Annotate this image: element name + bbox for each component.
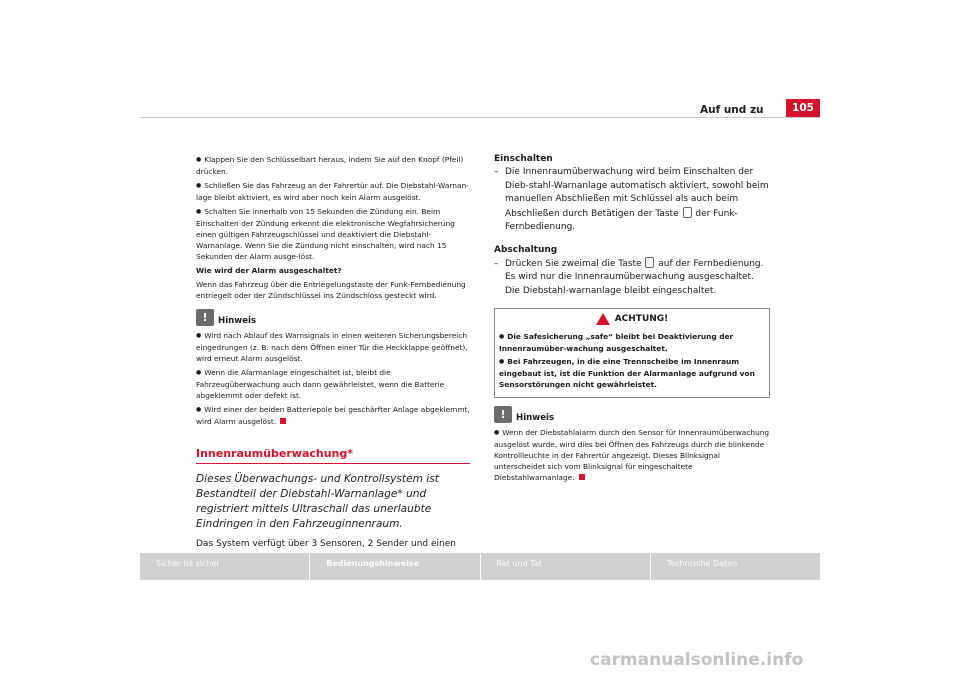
instruction-text: auf der Fernbedienung. Es wird nur die Innenraumüberwachung ausgeschaltet. Die Diebstahl-warnanlage bleibt eingeschaltet.	[505, 258, 764, 296]
end-marker-icon	[280, 418, 286, 424]
watermark: carmanualsonline.info	[590, 650, 804, 670]
instruction-text: der Funk-Fernbedienung.	[505, 208, 738, 232]
warning-box	[494, 308, 770, 398]
footer-tab-safety[interactable]: Sicher ist sicher	[156, 559, 220, 568]
page-number-badge: 105	[786, 99, 820, 117]
answer-text: Wenn das Fahrzeug über die Entriegelungstaste der Funk-Fernbedienung entriegelt oder der Zündschlüssel ins Zündschloss gesteckt wird.	[196, 280, 466, 300]
question-heading: Wie wird der Alarm ausgeschaltet?	[196, 266, 342, 275]
list-item: ● Bei Fahrzeugen, in die eine Trennscheibe im Innenraum eingebaut ist, ist die Funktion der Alarmanlage aufgrund von Sensorstörungen nicht gewährleistet.	[499, 356, 765, 390]
note-header	[196, 309, 470, 326]
footer-nav	[140, 553, 820, 580]
list-item-text: Wenn der Diebstahlalarm durch den Sensor für Innenraumüberwachung ausgelöst wurde, wird dies bei Öffnen des Fahrzeugs durch die blinkende Kontrollleuchte in der Fahrertür angezeigt. Dieses Blinksignal unterscheidet sich vom Blinksignal für eingeschaltete Diebstahlwarnanlage.	[494, 428, 770, 482]
warning-triangle-icon	[596, 313, 610, 325]
list-item: ● Wird nach Ablauf des Warnsignals in einen weiteren Sicherungsbereich eingedrungen (z. B. nach dem Öffnen einer Tür die Heckklappe geöffnet), wird erneut Alarm ausgelöst.	[196, 330, 470, 364]
footer-tab-technical-data[interactable]: Technische Daten	[650, 553, 820, 580]
lead-paragraph: Dieses Überwachungs- und Kontrollsystem ist Bestandteil der Diebstahl-Warnanlage* und registriert mittels Ultraschall das unerlaubte Eindringen in den Fahrzeuginnenraum.	[196, 473, 439, 530]
warning-header	[499, 309, 765, 329]
subheading-on: Einschalten	[494, 154, 553, 164]
instruction-item	[494, 257, 770, 299]
instruction-text: Die Innenraumüberwachung wird beim Einschalten der Dieb-stahl-Warnanlage automatisch aktiviert, sowohl beim manuellen Abschließen mit Schlüssel als auch beim Abschließen durch Betätigen der Taste	[505, 167, 769, 219]
footer-tab-tips[interactable]: Rat und Tat	[480, 553, 650, 580]
end-marker-icon	[579, 474, 585, 480]
note-header	[494, 406, 770, 423]
subheading-off: Abschaltung	[494, 244, 558, 255]
list-item-text: Wird einer der beiden Batteriepole bei geschärfter Anlage abgeklemmt, wird Alarm ausgelöst.	[196, 405, 470, 426]
instruction-item	[494, 166, 770, 235]
info-icon: !	[196, 309, 214, 326]
footer-tab-operation[interactable]: Bedienungshinweise	[309, 553, 479, 580]
section-title: Auf und zu	[700, 104, 764, 116]
info-icon: !	[494, 406, 512, 423]
lock-key-icon	[683, 207, 692, 218]
warning-title: ACHTUNG!	[614, 314, 669, 324]
left-column	[196, 154, 470, 565]
list-item: ● Schließen Sie das Fahrzeug an der Fahrertür auf. Die Diebstahl-Warnan-lage bleibt aktiviert, es wird aber noch kein Alarm ausgelöst.	[196, 180, 470, 203]
note-title: Hinweis	[516, 413, 555, 423]
instruction-text: Drücken Sie zweimal die Taste	[505, 258, 642, 269]
list-item: ● Schalten Sie innerhalb von 15 Sekunden die Zündung ein. Beim Einschalten der Zündung erkennt die elektronische Wegfahrsicherung einen gültigen Fahrzeugschlüssel und deaktiviert die Diebstahl-Warnanlage. Wenn Sie die Zündung nicht einschalten, wird nach 15 Sekunden der Alarm ausge-löst.	[196, 206, 470, 262]
list-item	[494, 427, 770, 483]
list-item	[196, 404, 470, 427]
body-paragraph: Das System verfügt über 3 Sensoren, 2 Sender und einen	[196, 539, 456, 549]
list-item: ● Wenn die Alarmanlage eingeschaltet ist, bleibt die Fahrzeugüberwachung auch dann gewährleistet, wenn die Batterie abgeklemmt oder defekt ist.	[196, 367, 470, 401]
header-rule	[140, 117, 820, 118]
right-column	[494, 154, 770, 486]
note-title: Hinweis	[218, 316, 257, 326]
list-item: ● Die Safesicherung „safe“ bleibt bei Deaktivierung der Innenraumüber-wachung ausgeschaltet.	[499, 331, 765, 354]
list-item: ● Klappen Sie den Schlüsselbart heraus, indem Sie auf den Knopf (Pfeil) drücken.	[196, 154, 470, 177]
section-heading: Innenraumüberwachung*	[196, 447, 470, 464]
lock-key-icon	[645, 257, 654, 268]
